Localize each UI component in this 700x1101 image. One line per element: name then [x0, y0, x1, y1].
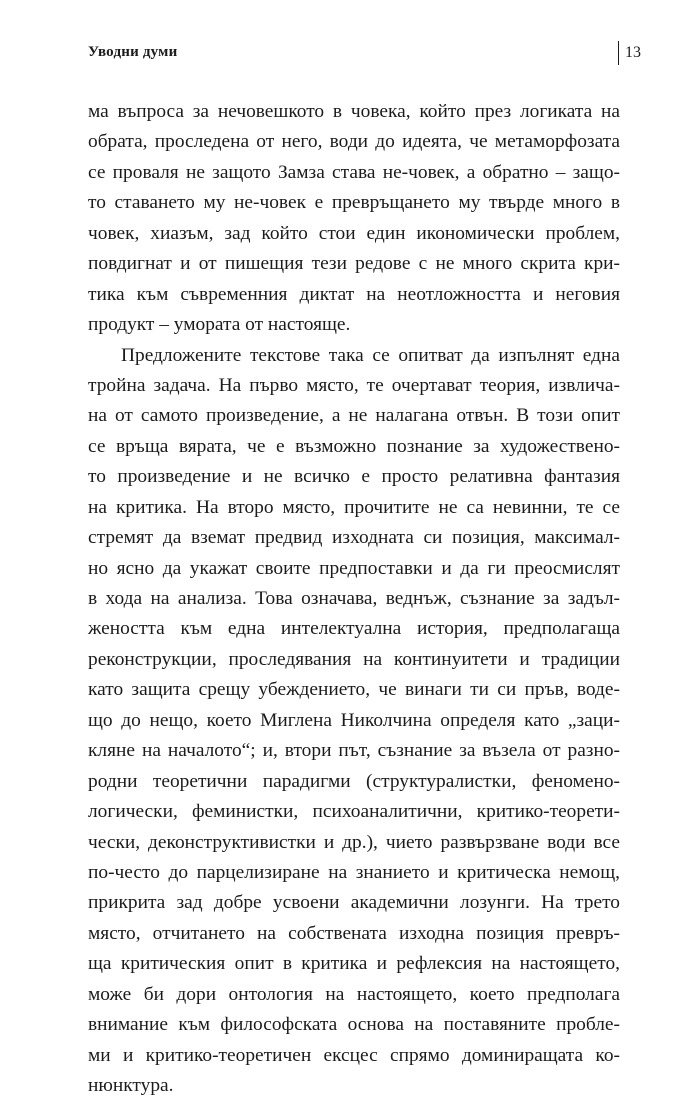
text-line: нюнктура.: [88, 1071, 620, 1101]
text-line: прикрита зад добре усвоени академични лозунги. На трето: [88, 888, 620, 918]
text-line: тройна задача. На първо място, те очертават теория, извлича-: [88, 371, 620, 401]
text-line: стремят да вземат предвид изходната си позиция, максимал-: [88, 523, 620, 553]
text-line: то произведение и не всичко е просто релативна фантазия: [88, 462, 620, 492]
page-number: 13: [625, 41, 641, 65]
text-line: Предложените текстове така се опитват да изпълнят една: [88, 341, 620, 371]
text-line: на критика. На второ място, прочитите не са невинни, те се: [88, 493, 620, 523]
body-text: [88, 97, 620, 1101]
text-line: реконструкции, проследявания на континуитети и традиции: [88, 645, 620, 675]
text-line: повдигнат и от пишещия тези редове с не много скрита кри-: [88, 249, 620, 279]
text-line: ма въпроса за нечовешкото в човека, който през логиката на: [88, 97, 620, 127]
text-line: на от самото произведение, а не налагана отвън. В този опит: [88, 401, 620, 431]
text-line: обрата, проследена от него, води до идеята, че метаморфозата: [88, 127, 620, 157]
text-line: ми и критико-теоретичен ексцес спрямо доминиращата ко-: [88, 1041, 620, 1071]
text-line: може би дори онтология на настоящето, което предполага: [88, 980, 620, 1010]
text-line: логически, феминистки, психоаналитични, критико-теорети-: [88, 797, 620, 827]
text-line: се връща вярата, че е възможно познание за художествено-: [88, 432, 620, 462]
text-line: в хода на анализа. Това означава, веднъж, съзнание за задъл-: [88, 584, 620, 614]
text-line: жеността към една интелектуална история, предполагаща: [88, 614, 620, 644]
text-line: човек, хиазъм, зад който стои един икономически проблем,: [88, 219, 620, 249]
paragraph: [88, 341, 620, 1101]
text-line: родни теоретични парадигми (структуралистки, феномено-: [88, 767, 620, 797]
text-line: ща критическия опит в критика и рефлексия на настоящето,: [88, 949, 620, 979]
text-line: що до нещо, което Миглена Николчина определя като „заци-: [88, 706, 620, 736]
text-line: продукт – умората от настояще.: [88, 310, 620, 340]
text-line: внимание към философската основа на поставяните пробле-: [88, 1010, 620, 1040]
page-number-divider: [618, 41, 619, 65]
text-line: по-често до парцелизиране на знанието и критическа немощ,: [88, 858, 620, 888]
paragraph: [88, 97, 620, 341]
text-line: то ставането му не-човек е превръщането му твърде много в: [88, 188, 620, 218]
text-line: тика към съвременния диктат на неотложността и неговия: [88, 280, 620, 310]
text-line: като защита срещу убеждението, че винаги ти си пръв, водe-: [88, 675, 620, 705]
page-number-area: [618, 40, 641, 66]
text-line: чески, деконструктивистки и др.), чието развързване води все: [88, 828, 620, 858]
text-line: кляне на началото“; и, втори път, съзнание за възела от разно-: [88, 736, 620, 766]
running-head-title: Уводни думи: [88, 44, 177, 61]
text-line: се проваля не защото Замза става не-човек, а обратно – защо-: [88, 158, 620, 188]
text-line: място, отчитането на собствената изходна позиция превръ-: [88, 919, 620, 949]
text-line: но ясно да укажат своите предпоставки и да ги преосмислят: [88, 554, 620, 584]
